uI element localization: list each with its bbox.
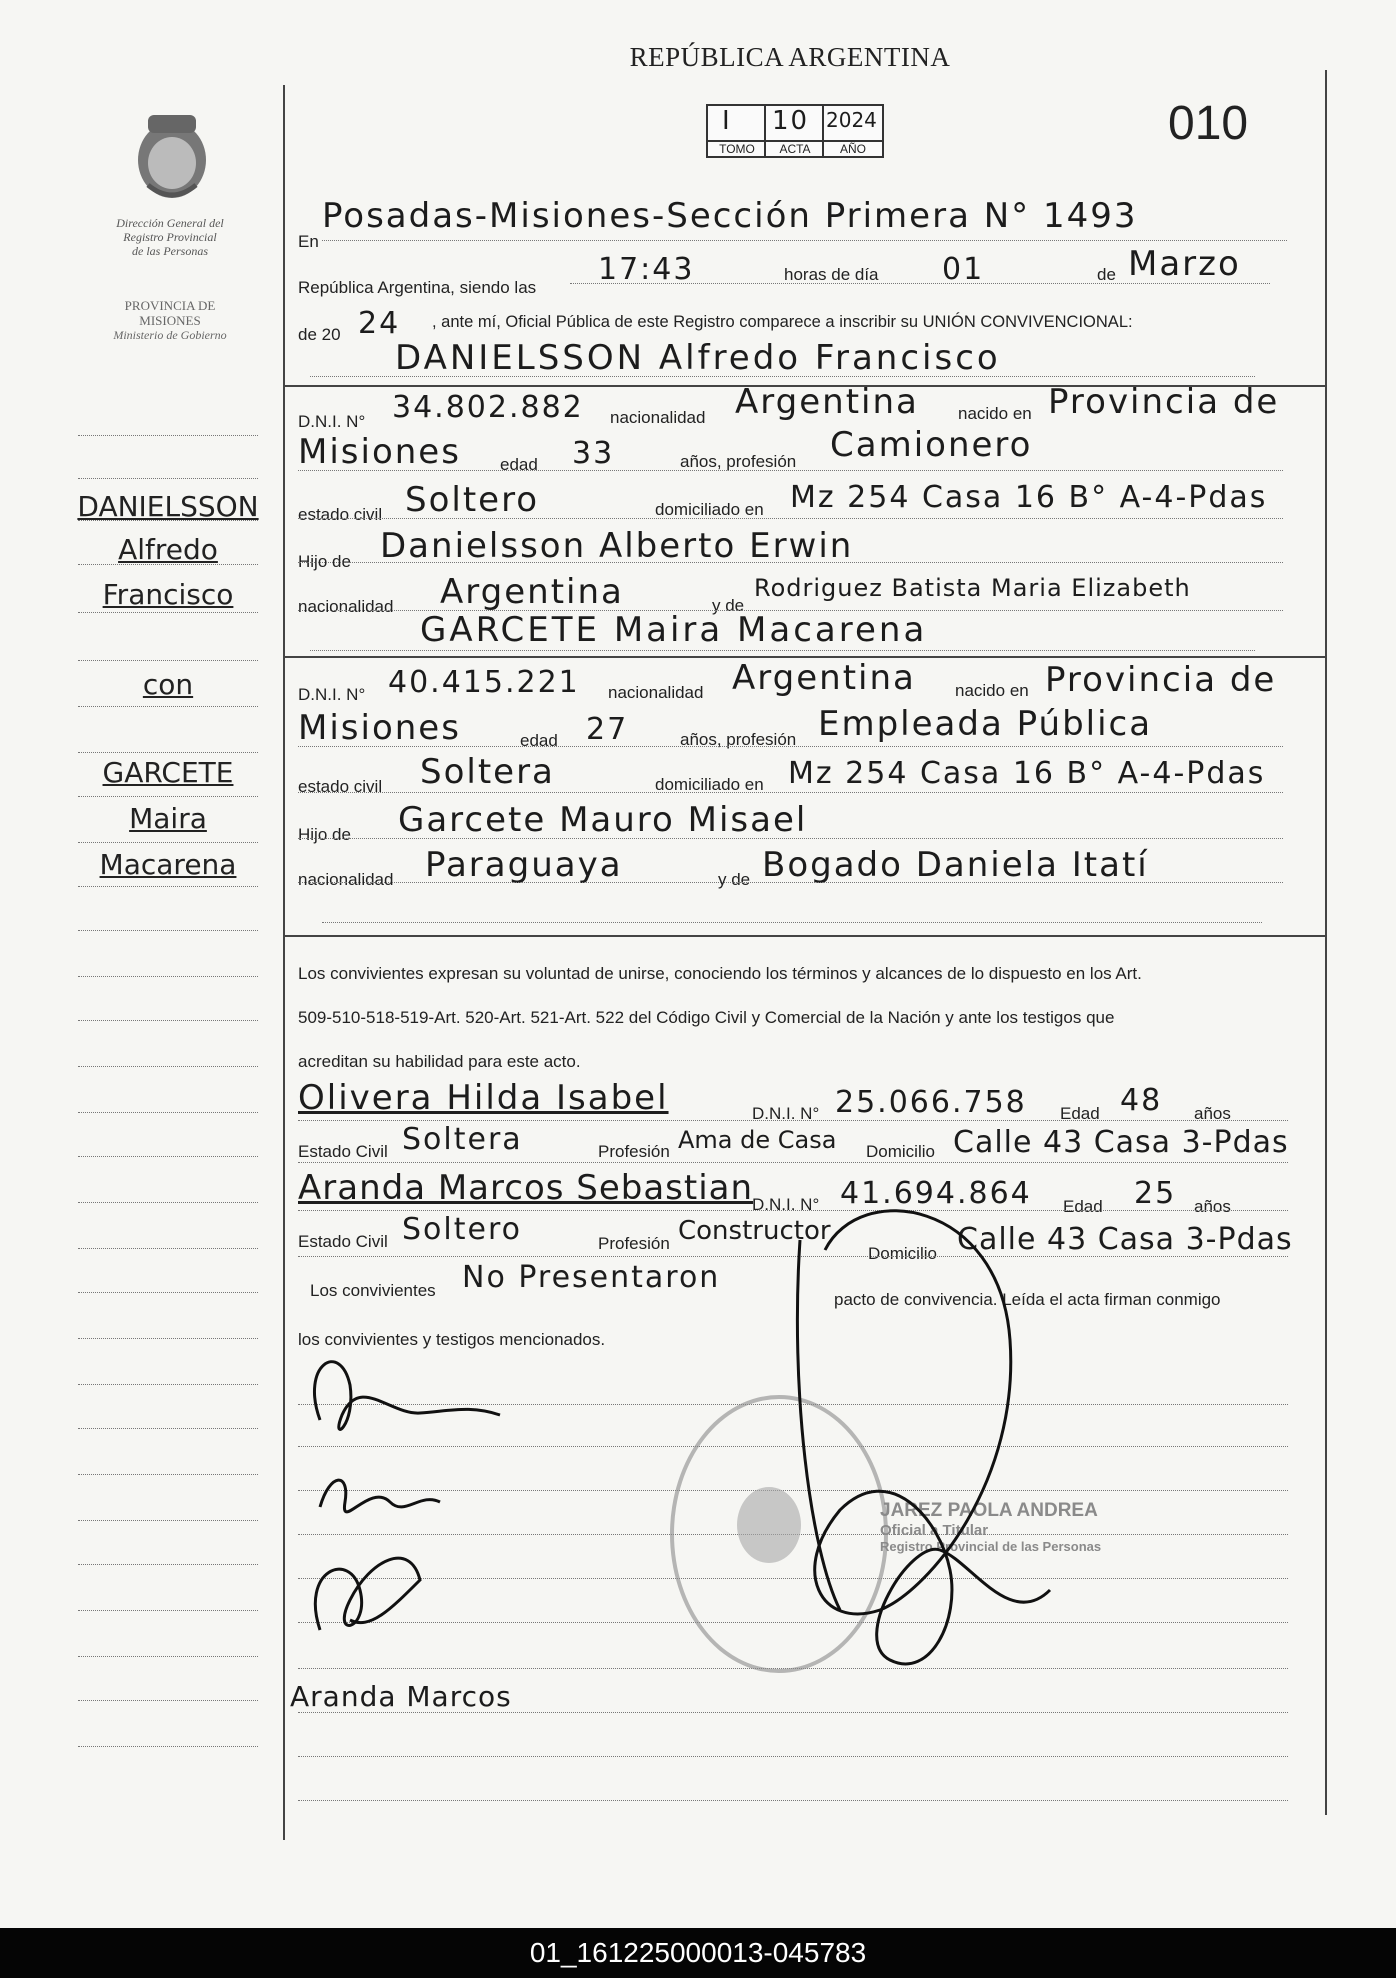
- t1-dom-label: Domicilio: [866, 1142, 935, 1161]
- horas-label: horas de día: [784, 265, 879, 284]
- t2-anios-label: años: [1194, 1197, 1231, 1216]
- margin-note-surname: DANIELSSON: [77, 490, 259, 523]
- officer-signature: [780, 1190, 1070, 1690]
- signature-1: [290, 1345, 530, 1455]
- t1-prof-label: Profesión: [598, 1142, 670, 1161]
- p2-nac2-label: nacionalidad: [298, 870, 394, 889]
- p2-dom: Mz 254 Casa 16 B° A-4-Pdas: [788, 756, 1266, 791]
- left-border: [283, 85, 285, 1840]
- anio-value: 2024: [826, 108, 877, 132]
- p2-nac-padre: Paraguaya: [425, 845, 623, 885]
- p2-nacido-label: nacido en: [955, 681, 1029, 700]
- p2-dni-label: D.N.I. N°: [298, 685, 366, 704]
- margin-note-con: con: [142, 668, 194, 701]
- p1-edad-label: edad: [500, 455, 538, 474]
- pacto-value: No Presentaron: [462, 1260, 721, 1295]
- margin-note-name4: Macarena: [99, 848, 237, 881]
- p1-madre: Rodriguez Batista Maria Elizabeth: [754, 574, 1191, 602]
- p2-nacido2: Misiones: [298, 708, 461, 748]
- p2-dom-label: domiciliado en: [655, 775, 764, 794]
- t2-dni: 41.694.864: [840, 1176, 1032, 1211]
- p1-dni-label: D.N.I. N°: [298, 412, 366, 431]
- t2-dni-label: D.N.I. N°: [752, 1195, 820, 1214]
- p1-civil-label: estado civil: [298, 505, 383, 524]
- t2-prof: Constructor: [678, 1216, 831, 1246]
- place-value: Posadas-Misiones-Sección Primera N° 1493: [322, 196, 1138, 236]
- p1-nacido: Provincia de: [1048, 382, 1280, 422]
- signature-3: [290, 1530, 470, 1650]
- p2-yde-label: y de: [718, 870, 751, 889]
- t2-edad: 25: [1134, 1176, 1177, 1211]
- t1-edad-label: Edad: [1060, 1104, 1100, 1123]
- p2-hijo-label: Hijo de: [298, 825, 351, 844]
- declaration-text: Los convivientes expresan su voluntad de unirse, conociendo los términos y alcances de lo dispuesto en los Art. 509-510-518-519-Art. 520-Art. 521-Art. 522 del Código Civil y Comercial de la Nación y ante los testigos que acreditan su habilidad para este acto.: [298, 964, 1142, 1071]
- persona2-name: GARCETE Maira Macarena: [420, 610, 928, 650]
- acta-box: [706, 104, 884, 158]
- p2-civil: Soltera: [420, 752, 555, 792]
- margin-note-name2: Francisco: [102, 578, 234, 611]
- p2-prof-label: años, profesión: [680, 730, 797, 749]
- pacto-line2: los convivientes y testigos mencionados.: [298, 1330, 606, 1349]
- month-value: Marzo: [1128, 244, 1241, 284]
- pacto-label: Los convivientes: [310, 1281, 436, 1300]
- time-value: 17:43: [598, 252, 695, 287]
- de20-label: de 20: [298, 325, 341, 344]
- officer-stamp: JAREZ PAOLA ANDREA Oficial a Titular Registro Provincial de las Personas: [880, 1500, 1102, 1554]
- p2-dni: 40.415.221: [388, 665, 580, 700]
- tomo-label: TOMO: [708, 140, 766, 156]
- signature-4: Aranda Marcos: [290, 1680, 512, 1713]
- en-label: En: [298, 232, 319, 251]
- t1-edad: 48: [1120, 1083, 1163, 1118]
- p1-nac: Argentina: [735, 382, 919, 422]
- acta-label: ACTA: [766, 140, 824, 156]
- testigo1-name: Olivera Hilda Isabel: [298, 1078, 669, 1118]
- t2-prof-label: Profesión: [598, 1234, 670, 1253]
- p1-nacido2: Misiones: [298, 432, 461, 472]
- margin-note-name3: Maira: [129, 802, 207, 835]
- p1-nacido-label: nacido en: [958, 404, 1032, 423]
- separator-3: [283, 935, 1327, 937]
- t1-anios-label: años: [1194, 1104, 1231, 1123]
- tomo-value: I: [722, 106, 732, 136]
- t1-prof: Ama de Casa: [678, 1126, 837, 1154]
- t2-civil-label: Estado Civil: [298, 1232, 388, 1251]
- t1-civil: Soltera: [402, 1122, 523, 1157]
- testigo2-name: Aranda Marcos Sebastian: [298, 1168, 754, 1208]
- institution-name: Dirección General del Registro Provincial de las Personas: [116, 216, 224, 258]
- day-value: 01: [942, 252, 985, 287]
- t1-dom: Calle 43 Casa 3-Pdas: [953, 1125, 1289, 1160]
- province-name: PROVINCIA DE MISIONES Ministerio de Gobierno: [113, 298, 227, 342]
- footer-code: 01_161225000013-045783: [0, 1928, 1396, 1978]
- p1-dom-label: domiciliado en: [655, 500, 764, 519]
- right-border: [1325, 70, 1327, 1815]
- year-value: 24: [358, 306, 401, 341]
- margin-note-surname2: GARCETE: [102, 756, 234, 789]
- p2-nac: Argentina: [732, 658, 916, 698]
- country-title: REPÚBLICA ARGENTINA: [629, 42, 951, 72]
- t1-dni-label: D.N.I. N°: [752, 1104, 820, 1123]
- provincial-emblem-icon: [128, 105, 216, 205]
- p1-yde-label: y de: [712, 596, 745, 615]
- t1-dni: 25.066.758: [835, 1085, 1027, 1120]
- p1-prof: Camionero: [830, 425, 1033, 465]
- p2-madre: Bogado Daniela Itatí: [762, 845, 1149, 885]
- de-label: de: [1097, 265, 1116, 284]
- pacto-tail: pacto de convivencia. Leída el acta firman conmigo: [834, 1290, 1221, 1309]
- persona1-name: DANIELSSON Alfredo Francisco: [395, 338, 1001, 378]
- rep-label: República Argentina, siendo las: [298, 278, 537, 297]
- p2-civil-label: estado civil: [298, 777, 383, 796]
- p1-nac2-label: nacionalidad: [298, 597, 394, 616]
- p2-padre: Garcete Mauro Misael: [398, 800, 808, 840]
- p1-edad: 33: [572, 436, 615, 471]
- t2-civil: Soltero: [402, 1212, 522, 1247]
- p1-nac-padre: Argentina: [440, 572, 624, 612]
- anio-label: AÑO: [824, 140, 882, 156]
- acta-value: 10: [772, 106, 810, 136]
- p1-nac-label: nacionalidad: [610, 408, 706, 427]
- t2-edad-label: Edad: [1063, 1197, 1103, 1216]
- p1-prof-label: años, profesión: [680, 452, 797, 471]
- t2-dom: Calle 43 Casa 3-Pdas: [957, 1222, 1293, 1257]
- p1-hijo-label: Hijo de: [298, 552, 351, 571]
- p1-padre: Danielsson Alberto Erwin: [380, 526, 854, 566]
- p2-prof: Empleada Pública: [818, 704, 1153, 744]
- p2-nacido: Provincia de: [1045, 660, 1277, 700]
- margin-note-name1: Alfredo: [118, 533, 218, 566]
- t1-civil-label: Estado Civil: [298, 1142, 388, 1161]
- p1-dom: Mz 254 Casa 16 B° A-4-Pdas: [790, 480, 1268, 515]
- p2-edad-label: edad: [520, 731, 558, 750]
- p2-nac-label: nacionalidad: [608, 683, 704, 702]
- page-number: 010: [1168, 97, 1249, 150]
- p1-dni: 34.802.882: [392, 390, 584, 425]
- p1-civil: Soltero: [405, 480, 540, 520]
- p2-edad: 27: [586, 712, 629, 747]
- ante-text: , ante mí, Oficial Pública de este Registro comparece a inscribir su UNIÓN CONVIVENCIONAL:: [432, 313, 1133, 331]
- t2-dom-label: Domicilio: [868, 1244, 937, 1263]
